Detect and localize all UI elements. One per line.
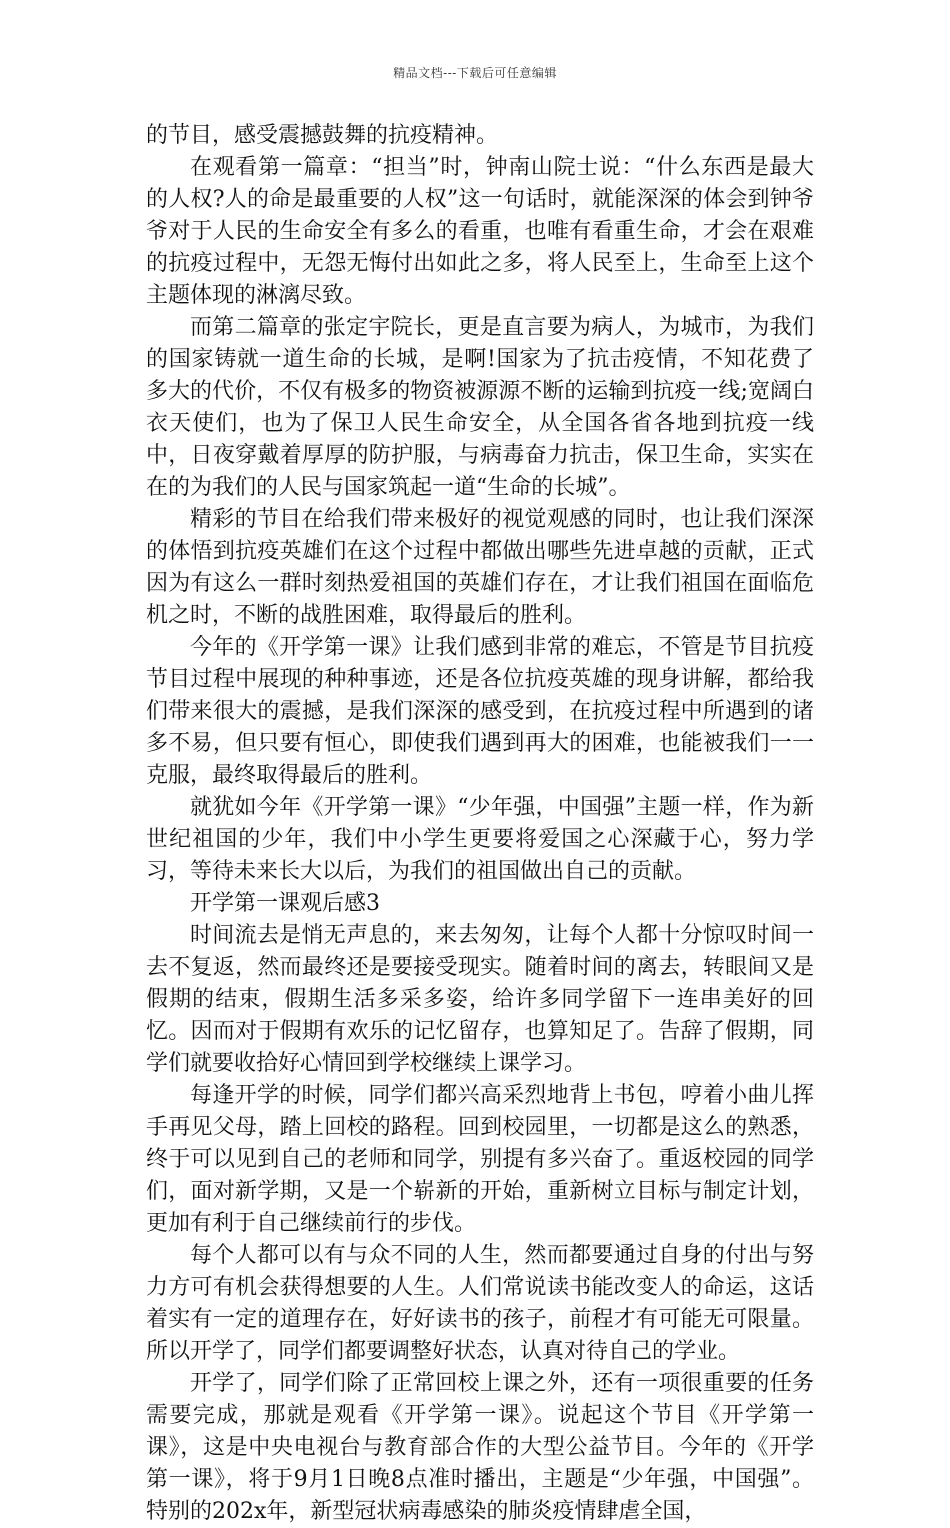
paragraph: 今年的《开学第一课》让我们感到非常的难忘，不管是节目抗疫节目过程中展现的种种事迹，还是各位抗疫英雄的现身讲解，都给我们带来很大的震撼，是我们深深的感受到，在抗疫过程中所遇到的诸多不易，但只要有恒心，即使我们遇到再大的困难，也能被我们一一克服，最终取得最后的胜利。 [146,635,814,788]
paragraph: 每逢开学的时候，同学们都兴高采烈地背上书包，哼着小曲儿挥手再见父母，踏上回校的路程。回到校园里，一切都是这么的熟悉，终于可以见到自己的老师和同学，别提有多兴奋了。重返校园的同学们，面对新学期，又是一个崭新的开始，重新树立目标与制定计划，更加有利于自己继续前行的步伐。 [146,1083,814,1236]
paragraph: 就犹如今年《开学第一课》“少年强，中国强”主题一样，作为新世纪祖国的少年，我们中小学生更要将爱国之心深藏于心，努力学习，等待未来长大以后，为我们的祖国做出自己的贡献。 [146,795,814,884]
paragraph: 时间流去是悄无声息的，来去匆匆，让每个人都十分惊叹时间一去不复返，然而最终还是要接受现实。随着时间的离去，转眼间又是假期的结束，假期生活多采多姿，给许多同学留下一连串美好的回忆。因而对于假期有欢乐的记忆留存，也算知足了。告辞了假期，同学们就要收拾好心情回到学校继续上课学习。 [146,923,814,1076]
section-heading: 开学第一课观后感3 [190,891,380,916]
paragraph: 的节目，感受震撼鼓舞的抗疫精神。 [146,123,499,148]
paragraph: 每个人都可以有与众不同的人生，然而都要通过自身的付出与努力方可有机会获得想要的人生。人们常说读书能改变人的命运，这话着实有一定的道理存在，好好读书的孩子，前程才有可能无可限量。所以开学了，同学们都要调整好状态，认真对待自己的学业。 [146,1243,814,1364]
paragraph: 而第二篇章的张定宇院长，更是直言要为病人，为城市，为我们的国家铸就一道生命的长城，是啊!国家为了抗击疫情，不知花费了多大的代价，不仅有极多的物资被源源不断的运输到抗疫一线;宽阔白衣天使们，也为了保卫人民生命安全，从全国各省各地到抗疫一线中，日夜穿戴着厚厚的防护服，与病毒奋力抗击，保卫生命，实实在在的为我们的人民与国家筑起一道“生命的长城”。 [146,315,814,500]
paragraph: 精彩的节目在给我们带来极好的视觉观感的同时，也让我们深深的体悟到抗疫英雄们在这个过程中都做出哪些先进卓越的贡献，正式因为有这么一群时刻热爱祖国的英雄们存在，才让我们祖国在面临危机之时，不断的战胜困难，取得最后的胜利。 [146,507,814,628]
page-header: 精品文档---下载后可任意编辑 [393,66,557,80]
paragraph: 开学了，同学们除了正常回校上课之外，还有一项很重要的任务需要完成，那就是观看《开学第一课》。说起这个节目《开学第一课》，这是中央电视台与教育部合作的大型公益节目。今年的《开学第一课》，将于9月1日晚8点准时播出，主题是“少年强，中国强”。特别的202x年，新型冠状病毒感染的肺炎疫情肆虐全国， [146,1371,814,1524]
document-body [146,120,814,1528]
paragraph: 在观看第一篇章：“担当”时，钟南山院士说：“什么东西是最大的人权?人的命是最重要的人权”这一句话时，就能深深的体会到钟爷爷对于人民的生命安全有多么的看重，也唯有看重生命，才会在艰难的抗疫过程中，无怨无悔付出如此之多，将人民至上，生命至上这个主题体现的淋漓尽致。 [146,155,814,308]
